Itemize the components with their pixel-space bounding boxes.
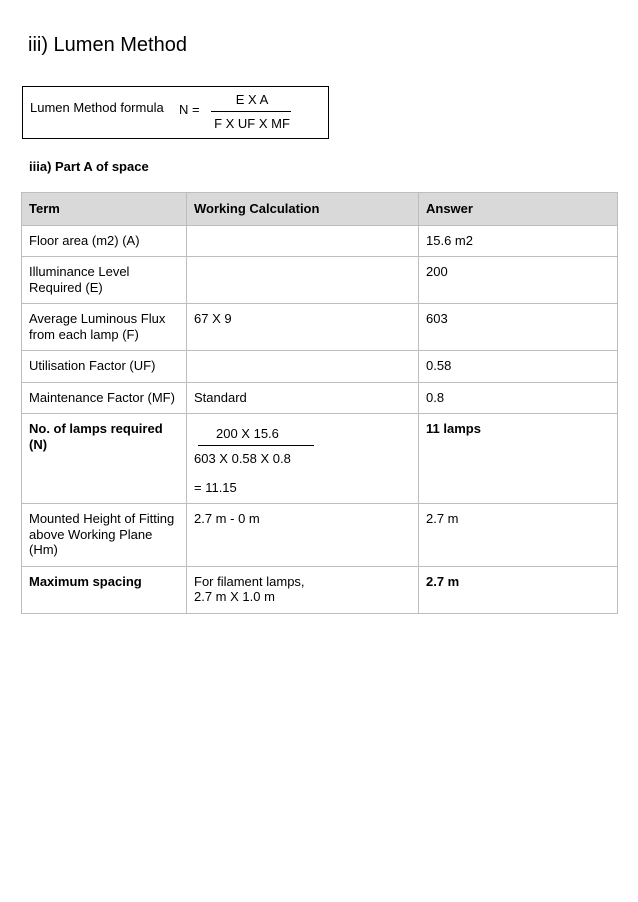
row-answer: 603 [419,304,618,351]
row-calc: Standard [187,382,419,414]
formula-denominator: F X UF X MF [214,116,290,131]
row-term: Floor area (m2) (A) [22,225,187,257]
header-working-calculation: Working Calculation [187,193,419,226]
row-term: Utilisation Factor (UF) [22,351,187,383]
header-answer: Answer [419,193,618,226]
table-row [22,225,618,257]
fraction-denominator: 603 X 0.58 X 0.8 [194,451,291,466]
table-row [22,504,618,567]
row-answer: 0.58 [419,351,618,383]
row-term: Maximum spacing [22,566,187,613]
calc-line: For filament lamps, [194,573,305,589]
row-answer: 2.7 m [419,504,618,567]
row-term: Mounted Height of Fitting above Working Plane (Hm) [22,504,187,567]
table-row [22,257,618,304]
fraction-numerator: 200 X 15.6 [216,426,279,441]
row-term: Illuminance Level Required (E) [22,257,187,304]
page-title: iii) Lumen Method [28,34,187,56]
row-calc [187,225,419,257]
section-heading: iiia) Part A of space [29,159,149,174]
calc-line: 2.7 m X 1.0 m [194,589,275,604]
row-calc: 67 X 9 [187,304,419,351]
row-calc [187,257,419,304]
row-answer: 15.6 m2 [419,225,618,257]
table-row [22,351,618,383]
formula-label: Lumen Method formula [30,100,164,115]
formula-numerator: E X A [235,92,269,107]
formula-lhs: N = [179,102,200,117]
table-row [22,382,618,414]
row-answer: 200 [419,257,618,304]
lumen-calculation-table [21,192,618,614]
fraction-bar [211,111,291,112]
formula-box [22,86,329,139]
row-term: No. of lamps required (N) [22,414,187,504]
row-calc [187,351,419,383]
table-header-row [22,193,618,226]
row-term: Maintenance Factor (MF) [22,382,187,414]
row-answer: 11 lamps [419,414,618,504]
header-term: Term [22,193,187,226]
table-row [22,304,618,351]
row-term: Average Luminous Flux from each lamp (F) [22,304,187,351]
lamps-fraction [194,421,411,495]
row-calc: 2.7 m - 0 m [187,504,419,567]
row-calc [187,566,419,613]
row-answer: 2.7 m [419,566,618,613]
row-calc [187,414,419,504]
fraction-bar [198,445,314,446]
table-row [22,414,618,504]
table-row [22,566,618,613]
row-answer: 0.8 [419,382,618,414]
fraction-result: = 11.15 [194,480,237,495]
